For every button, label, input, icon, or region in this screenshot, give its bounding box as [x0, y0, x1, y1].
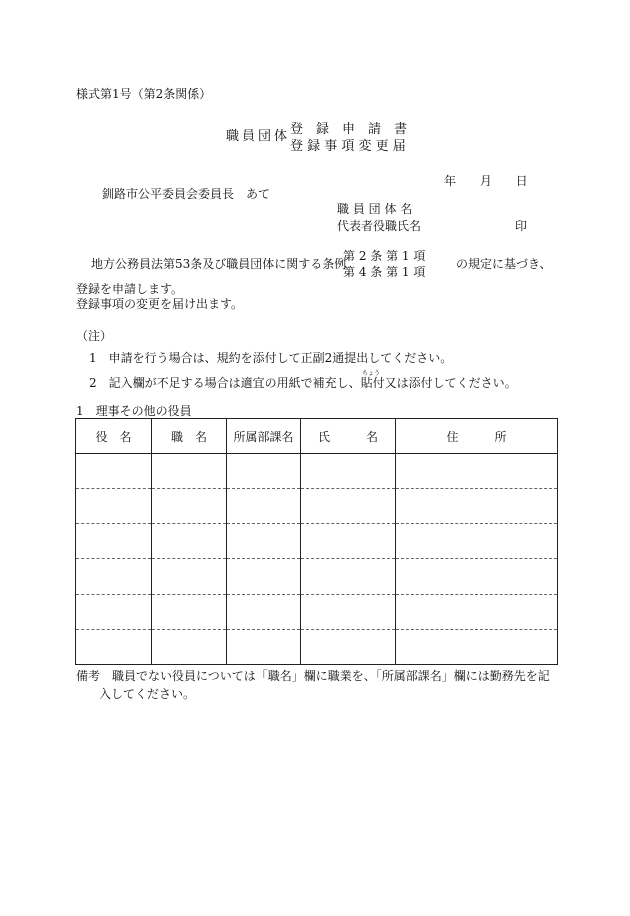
role-cell[interactable] — [76, 594, 152, 629]
law-reference: 地方公務員法第53条及び職員団体に関する条例 — [91, 257, 347, 271]
name-cell[interactable] — [301, 524, 396, 559]
position-cell[interactable] — [152, 559, 227, 594]
table-header-row — [76, 419, 558, 454]
position-cell[interactable] — [152, 594, 227, 629]
organization-name-label: 職 員 団 体 名 — [337, 202, 413, 216]
table-row — [76, 594, 558, 629]
role-cell[interactable] — [76, 524, 152, 559]
role-cell[interactable] — [76, 454, 152, 489]
addressee: 釧路市公平委員会委員長 あて — [102, 187, 271, 201]
representative-name-label: 代表者役職氏名 — [337, 219, 422, 233]
role-cell[interactable] — [76, 489, 152, 524]
seal-mark: 印 — [515, 219, 528, 233]
title-application: 登 録 申 請 書 — [290, 122, 408, 137]
name-cell[interactable] — [301, 594, 396, 629]
date-field: 年 月 日 — [444, 174, 528, 188]
note-item-1: 1 申請を行う場合は、規約を添付して正副2通提出してください。 — [89, 351, 453, 365]
role-cell[interactable] — [76, 559, 152, 594]
department-cell[interactable] — [227, 489, 301, 524]
table-row — [76, 524, 558, 559]
remarks-line-2: 入してください。 — [99, 687, 196, 701]
apply-statement: 登録を申請します。 — [76, 282, 184, 296]
header-department: 所属部課名 — [227, 419, 301, 454]
table-row — [76, 489, 558, 524]
article-application: 第 2 条 第 1 項 — [343, 249, 426, 263]
title-prefix: 職員団体 — [226, 129, 291, 144]
header-position: 職 名 — [152, 419, 227, 454]
note-item-2: 2 記入欄が不足する場合は適宜の用紙で補充し、貼付又は添付してください。 — [89, 376, 517, 390]
address-cell[interactable] — [396, 524, 558, 559]
header-role: 役 名 — [76, 419, 152, 454]
officer-table — [75, 418, 558, 665]
header-address: 住 所 — [396, 419, 558, 454]
department-cell[interactable] — [227, 524, 301, 559]
section-title: 1 理事その他の役員 — [76, 404, 192, 418]
notes-heading: （注） — [76, 329, 113, 343]
article-change: 第 4 条 第 1 項 — [343, 265, 426, 279]
department-cell[interactable] — [227, 559, 301, 594]
address-cell[interactable] — [396, 489, 558, 524]
department-cell[interactable] — [227, 594, 301, 629]
form-number: 様式第1号（第2条関係） — [76, 87, 212, 101]
position-cell[interactable] — [152, 629, 227, 664]
position-cell[interactable] — [152, 489, 227, 524]
table-row — [76, 629, 558, 664]
name-cell[interactable] — [301, 489, 396, 524]
report-statement: 登録事項の変更を届け出ます。 — [76, 297, 244, 311]
title-change-notice: 登 録 事 項 変 更 届 — [290, 139, 406, 154]
name-cell[interactable] — [301, 559, 396, 594]
law-suffix: の規定に基づき、 — [456, 257, 552, 271]
address-cell[interactable] — [396, 594, 558, 629]
furigana-ruby: ちょう — [362, 370, 381, 377]
address-cell[interactable] — [396, 629, 558, 664]
department-cell[interactable] — [227, 629, 301, 664]
table-row — [76, 559, 558, 594]
position-cell[interactable] — [152, 524, 227, 559]
position-cell[interactable] — [152, 454, 227, 489]
remarks-line-1: 備考 職員でない役員については「職名」欄に職業を、「所属部課名」欄には勤務先を記 — [76, 669, 550, 683]
name-cell[interactable] — [301, 629, 396, 664]
name-cell[interactable] — [301, 454, 396, 489]
table-row — [76, 454, 558, 489]
address-cell[interactable] — [396, 454, 558, 489]
department-cell[interactable] — [227, 454, 301, 489]
address-cell[interactable] — [396, 559, 558, 594]
header-name: 氏 名 — [301, 419, 396, 454]
role-cell[interactable] — [76, 629, 152, 664]
